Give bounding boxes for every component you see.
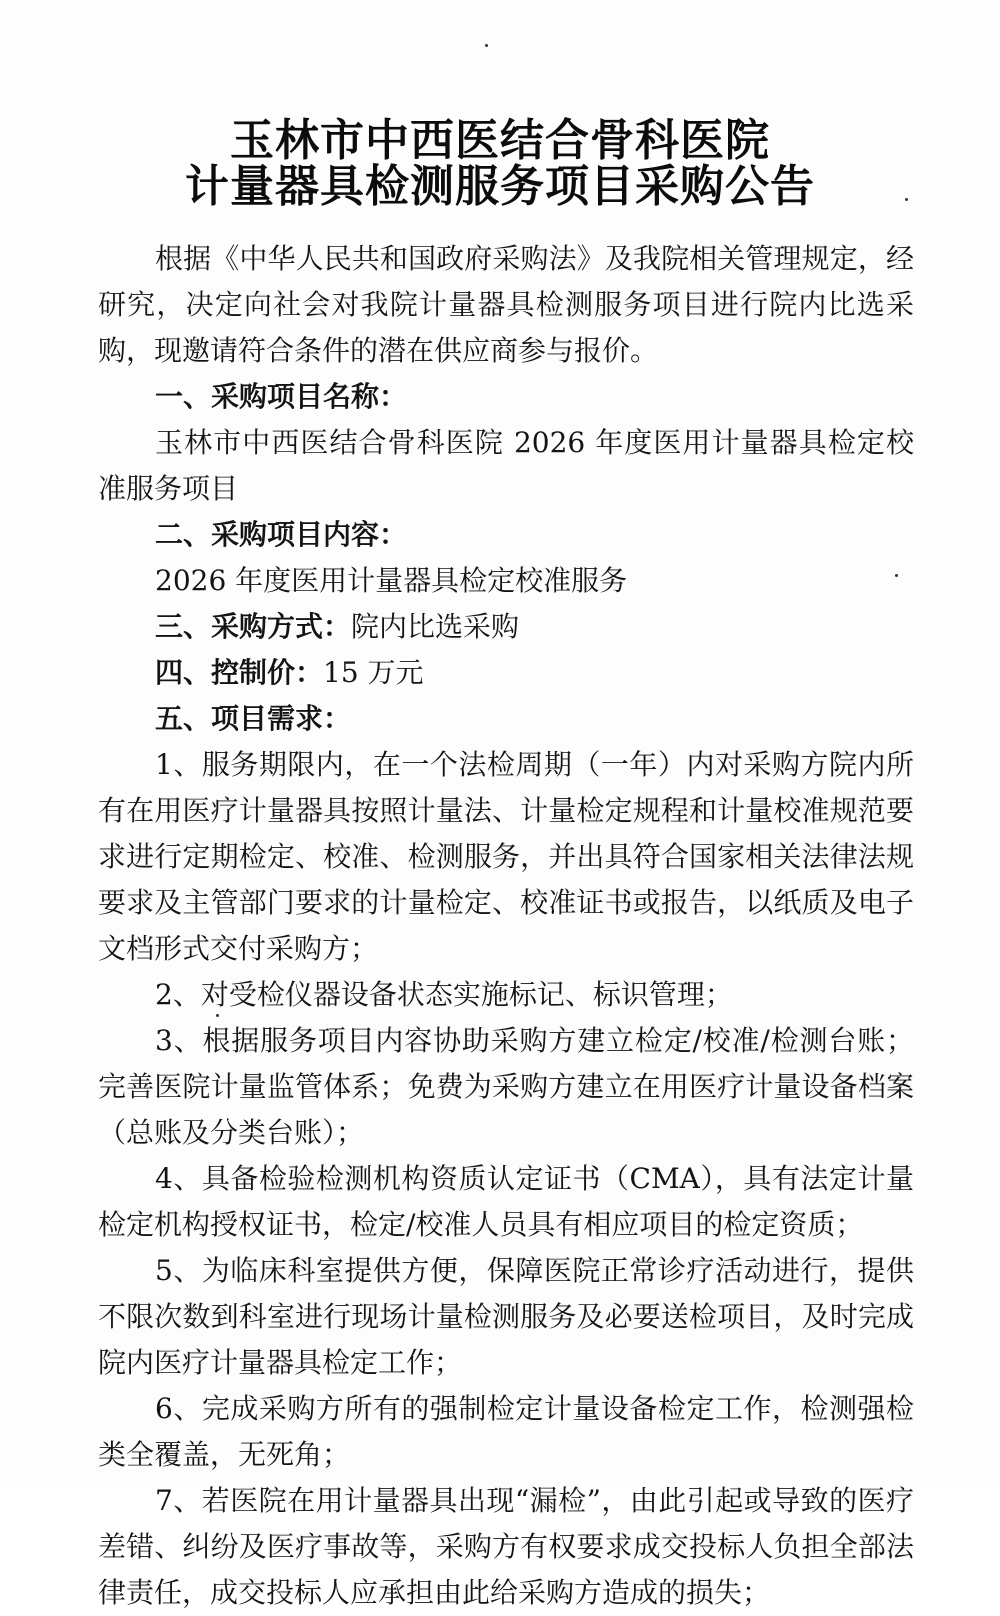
section-2-text: 2026 年度医用计量器具检定校准服务 [155, 564, 628, 597]
scan-speck [485, 44, 488, 47]
requirement-item-5: 5、为临床科室提供方便，保障医院正常诊疗活动进行，提供不限次数到科室进行现场计量检测服务及必要送检项目，及时完成院内医疗计量器具检定工作； [98, 1254, 914, 1379]
section-3-text: 院内比选采购 [351, 610, 520, 643]
requirement-item-6: 6、完成采购方所有的强制检定计量设备检定工作，检测强检类全覆盖，无死角； [98, 1392, 914, 1471]
section-3-line [98, 604, 914, 650]
requirement-item-2: 2、对受检仪器设备状态实施标记、标识管理； [155, 978, 733, 1011]
scan-speck [905, 198, 908, 201]
requirement-item-7: 7、若医院在用计量器具出现“漏检”，由此引起或导致的医疗差错、纠纷及医疗事故等，采购方有权要求成交投标人负担全部法律责任，成交投标人应承担由此给采购方造成的损失； [98, 1484, 914, 1609]
section-3-heading: 三、采购方式： [155, 610, 352, 643]
section-2-heading: 二、采购项目内容： [155, 518, 408, 551]
section-4-text: 15 万元 [323, 656, 424, 689]
requirement-item-3: 3、根据服务项目内容协助采购方建立检定/校准/检测台账；完善医院计量监管体系；免费为采购方建立在用医疗计量设备档案（总账及分类台账）； [98, 1024, 914, 1149]
intro-paragraph: 根据《中华人民共和国政府采购法》及我院相关管理规定，经研究，决定向社会对我院计量器具检测服务项目进行院内比选采购，现邀请符合条件的潜在供应商参与报价。 [98, 242, 914, 367]
scan-speck [216, 1014, 219, 1017]
section-5-heading: 五、项目需求： [155, 702, 352, 735]
requirement-item-1: 1、服务期限内，在一个法检周期（一年）内对采购方院内所有在用医疗计量器具按照计量法、计量检定规程和计量校准规范要求进行定期检定、校准、检测服务，并出具符合国家相关法律法规要求及主管部门要求的计量检定、校准证书或报告，以纸质及电子文档形式交付采购方； [98, 748, 914, 965]
document-title-line2: 计量器具检测服务项目采购公告 [185, 161, 815, 212]
section-4-heading: 四、控制价： [155, 656, 324, 689]
requirement-item-4: 4、具备检验检测机构资质认定证书（CMA），具有法定计量检定机构授权证书，检定/校准人员具有相应项目的检定资质； [98, 1162, 914, 1241]
scan-speck [895, 574, 898, 577]
section-1-text: 玉林市中西医结合骨科医院 2026 年度医用计量器具检定校准服务项目 [98, 426, 914, 505]
document-title-line1: 玉林市中西医结合骨科医院 [230, 115, 770, 166]
section-1-heading: 一、采购项目名称： [155, 380, 408, 413]
document-body [98, 236, 914, 1616]
section-4-line [98, 650, 914, 696]
